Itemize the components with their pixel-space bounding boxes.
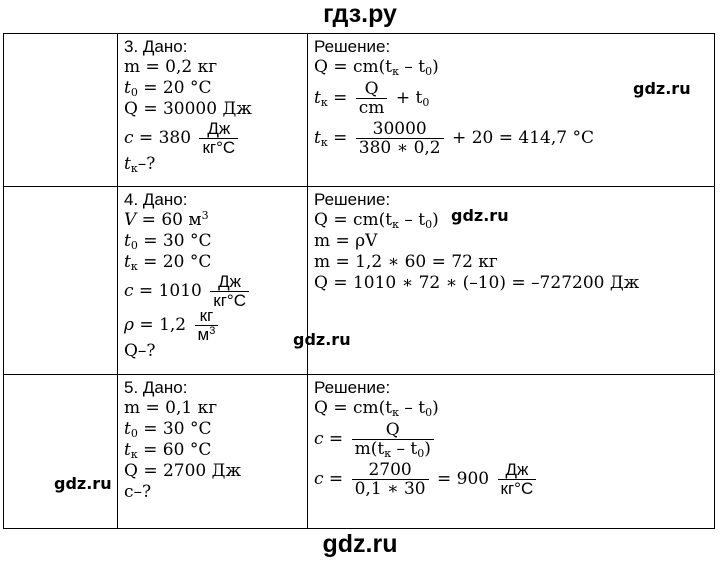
watermark: gdz.ru <box>451 206 509 225</box>
unit-fraction: $\frac{Дж}{кг^\circ C}$ <box>199 120 238 157</box>
formula-2: $t_к$ = $\frac{Q}{cm}$ + $t_0$ <box>314 79 430 118</box>
given-cell <box>118 187 308 375</box>
solutions-table <box>3 33 715 529</box>
fraction: $\frac{Q}{m(t_к - t_0)}$ <box>352 421 434 458</box>
find-tk: $t_к-$? <box>124 154 156 175</box>
given-c: c = 1010 $\frac{Дж}{кг^\circ C}$ <box>124 273 307 307</box>
unit-fraction: $\frac{Дж}{кг^\circ C}$ <box>498 461 537 498</box>
given-cell <box>118 375 308 529</box>
solution-cell <box>308 375 715 529</box>
given-heat: Q = 30000 Дж <box>124 99 252 119</box>
given-c: c = 380 $\frac{Дж}{кг^\circ C}$ <box>124 120 307 154</box>
formula-1: $Q = cm(t_к - t_0)$ <box>314 210 439 231</box>
given-title: 5. Дано: <box>124 378 188 397</box>
watermark: gdz.ru <box>293 330 351 349</box>
given-cell <box>118 34 308 187</box>
formula-2: c = $\frac{Q}{m(t_к - t_0)}$ <box>314 419 714 459</box>
empty-cell <box>4 34 118 187</box>
unit-fraction: $\frac{Дж}{кг^\circ C}$ <box>210 273 249 310</box>
given-t0: $t_0 = 20$ °C <box>124 78 212 99</box>
fraction: $\frac{Q}{cm}$ <box>356 80 388 117</box>
given-t0: $t_0 = 30$ °C <box>124 419 212 440</box>
solution-title: Решение: <box>314 37 391 56</box>
watermark: gdz.ru <box>54 474 112 493</box>
table-row <box>4 187 715 375</box>
given-tk: $t_к = 20$ °C <box>124 252 212 273</box>
solution-cell <box>308 187 715 375</box>
given-density: ρ = 1,2 $\frac{кг}{м^3}$ <box>124 307 307 341</box>
given-volume: V = 60 $м^3$ <box>124 209 209 230</box>
watermark: gdz.ru <box>633 79 691 98</box>
solution-cell <box>308 34 715 187</box>
given-mass: m = 0,1 кг <box>124 398 218 418</box>
given-mass: m = 0,2 кг <box>124 57 218 77</box>
formula-1: $Q = cm(t_к - t_0)$ <box>314 398 439 419</box>
table-row <box>4 375 715 529</box>
fraction: $\frac{30000}{380 ∗ 0,2}$ <box>356 120 444 157</box>
given-title: 4. Дано: <box>124 190 188 209</box>
formula-2: m = ρV <box>314 231 378 251</box>
site-footer: gdz.ru <box>322 530 398 558</box>
given-tk: $t_к = 60$ °C <box>124 440 212 461</box>
formula-1: $Q = cm(t_к - t_0)$ <box>314 57 439 78</box>
formula-4: Q = 1010 ∗ 72 ∗ (–10) = –727200 Дж <box>314 273 640 293</box>
solution-title: Решение: <box>314 378 391 397</box>
given-heat: Q = 2700 Дж <box>124 461 242 481</box>
formula-3: m = 1,2 ∗ 60 = 72 кг <box>314 252 498 272</box>
solution-title: Решение: <box>314 190 391 209</box>
empty-cell <box>4 187 118 375</box>
find-c: c–? <box>124 482 152 502</box>
fraction: $\frac{2700}{0,1 ∗ 30}$ <box>352 461 429 498</box>
table-row <box>4 34 715 187</box>
formula-3: $t_к$ = $\frac{30000}{380 ∗ 0,2}$ + 20 = 414,7 °C <box>314 119 594 158</box>
formula-3: c = $\frac{2700}{0,1 ∗ 30}$ = 900 $\frac{Дж}{кг^\circ C}$ <box>314 459 714 499</box>
empty-cell <box>4 375 118 529</box>
given-t0: $t_0 = 30$ °C <box>124 231 212 252</box>
unit-fraction: $\frac{кг}{м^3}$ <box>195 307 219 344</box>
given-title: 3. Дано: <box>124 37 188 56</box>
site-header: гдз.ру <box>323 0 397 28</box>
find-q: Q–? <box>124 341 156 361</box>
